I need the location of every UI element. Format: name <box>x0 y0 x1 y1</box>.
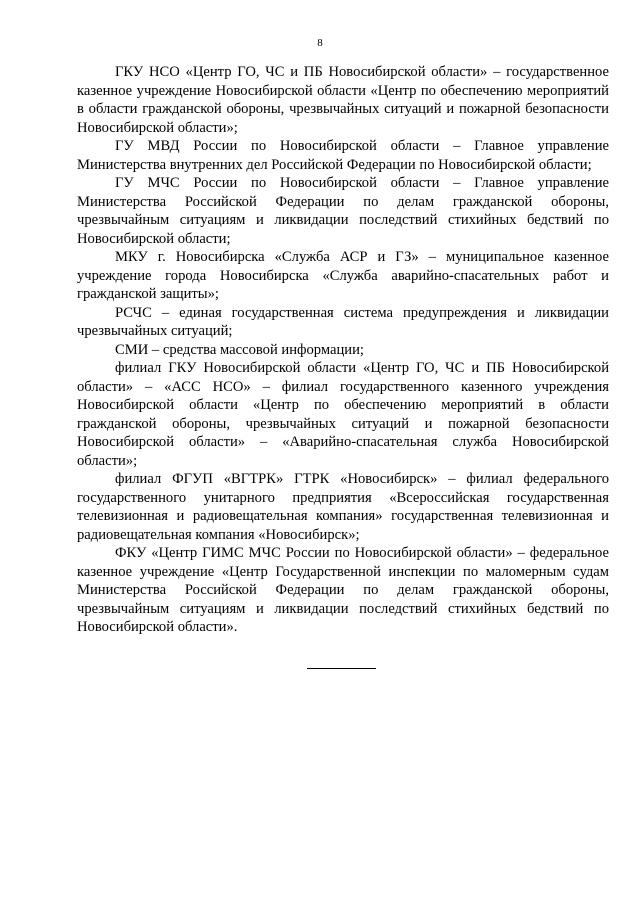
abbreviation-ass-nso: филиал ГКУ Новосибирской области «Центр ГО, ЧС и ПБ Новосибирской области» – «АСС НСО» – филиал государственного казенного учреждения Новосибирской области «Центр по обеспечению мероприятий в области гражданской обороны, чрезвычайных ситуаций и пожарной безопасности Новосибирской области» – «Аварийно-спасательная служба Новосибирской области»; <box>77 360 609 469</box>
abbreviation-rschs: РСЧС – единая государственная система предупреждения и ликвидации чрезвычайных ситуаций; <box>77 304 609 339</box>
end-of-document-rule <box>307 668 376 669</box>
document-body <box>77 63 609 637</box>
abbreviation-gku-nso-center-go: ГКУ НСО «Центр ГО, ЧС и ПБ Новосибирской области» – государственное казенное учреждение Новосибирской области «Центр по обеспечению мероприятий в области гражданской обороны, чрезвычайных ситуаций и пожарной безопасности Новосибирской области»; <box>77 64 609 136</box>
abbreviation-gu-mvd: ГУ МВД России по Новосибирской области – Главное управление Министерства внутренних дел Российской Федерации по Новосибирской области; <box>77 138 609 173</box>
abbreviation-gu-mchs: ГУ МЧС России по Новосибирской области – Главное управление Министерства Российской Федерации по делам гражданской обороны, чрезвычайным ситуациям и ликвидации последствий стихийных бедствий по Новосибирской области; <box>77 175 609 247</box>
page-number: 8 <box>317 37 323 49</box>
abbreviation-fku-gims: ФКУ «Центр ГИМС МЧС России по Новосибирской области» – федеральное казенное учреждение «Центр Государственной инспекции по маломерным судам Министерства Российской Федерации по делам гражданской обороны, чрезвычайным ситуациям и ликвидации последствий стихийных бедствий по Новосибирской области». <box>77 545 609 635</box>
abbreviation-smi: СМИ – средства массовой информации; <box>115 341 364 358</box>
abbreviation-vgtrk: филиал ФГУП «ВГТРК» ГТРК «Новосибирск» – филиал федерального государственного унитарного предприятия «Всероссийская государственная телевизионная и радиовещательная компания» государственная телевизионная и радиовещательная компания «Новосибирск»; <box>77 471 609 543</box>
abbreviation-mku-asr-gz: МКУ г. Новосибирска «Служба АСР и ГЗ» – муниципальное казенное учреждение города Новосибирска «Служба аварийно-спасательных работ и гражданской защиты»; <box>77 249 609 302</box>
